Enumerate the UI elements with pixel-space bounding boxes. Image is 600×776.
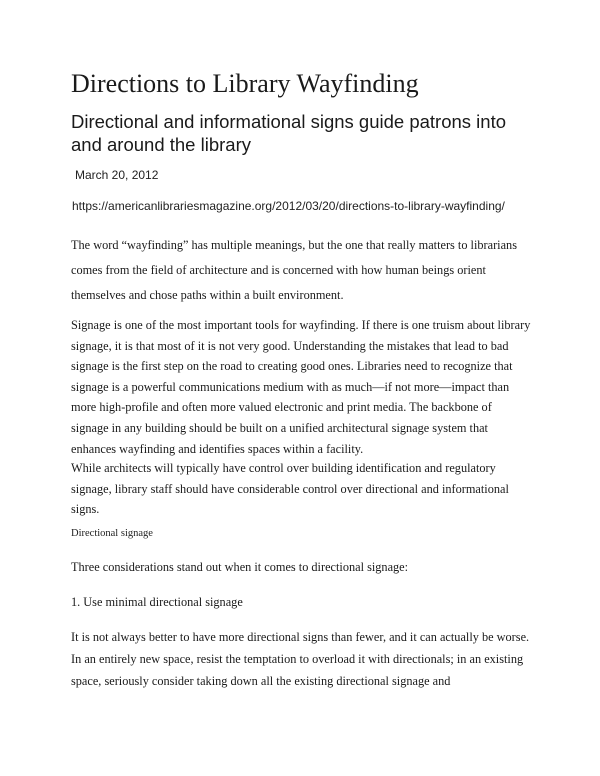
article-title: Directions to Library Wayfinding bbox=[71, 69, 419, 98]
paragraph-minimal-signage: It is not always better to have more directional signs than fewer, and it can actually be worse. In an entirely new space, resist the temptation to overload it with directionals; in an existing space, seriously consider taking down all the existing directional signage and bbox=[71, 630, 530, 688]
article-url[interactable]: https://americanlibrariesmagazine.org/2012/03/20/directions-to-library-wayfinding/ bbox=[72, 199, 505, 213]
paragraph-signage-importance: Signage is one of the most important tools for wayfinding. If there is one truism about library signage, it is that most of it is not very good. Understanding the mistakes that lead to bad signage is the first step on the road to creating good ones. Libraries need to recognize that signage is a powerful communications medium with as much—if not more—impact than more high-profile and often more valued electronic and print media. The backbone of signage in any building should be built on a unified architectural signage system that enhances wayfinding and identifies spaces within a facility. bbox=[71, 318, 531, 456]
section-heading-directional-signage: Directional signage bbox=[71, 528, 153, 539]
article-date: March 20, 2012 bbox=[75, 168, 159, 182]
paragraph-wayfinding-definition: The word “wayfinding” has multiple meanings, but the one that really matters to librarians comes from the field of architecture and is concerned with how human beings orient themselves and chose paths within a built environment. bbox=[71, 238, 517, 302]
point-heading-minimal-signage: 1. Use minimal directional signage bbox=[71, 595, 243, 609]
paragraph-considerations-intro: Three considerations stand out when it comes to directional signage: bbox=[71, 560, 409, 574]
article-subtitle: Directional and informational signs guide patrons into and around the library bbox=[71, 111, 507, 155]
paragraph-staff-control: While architects will typically have control over building identification and regulatory signage, library staff should have considerable control over directional and informational signs. bbox=[71, 461, 509, 516]
